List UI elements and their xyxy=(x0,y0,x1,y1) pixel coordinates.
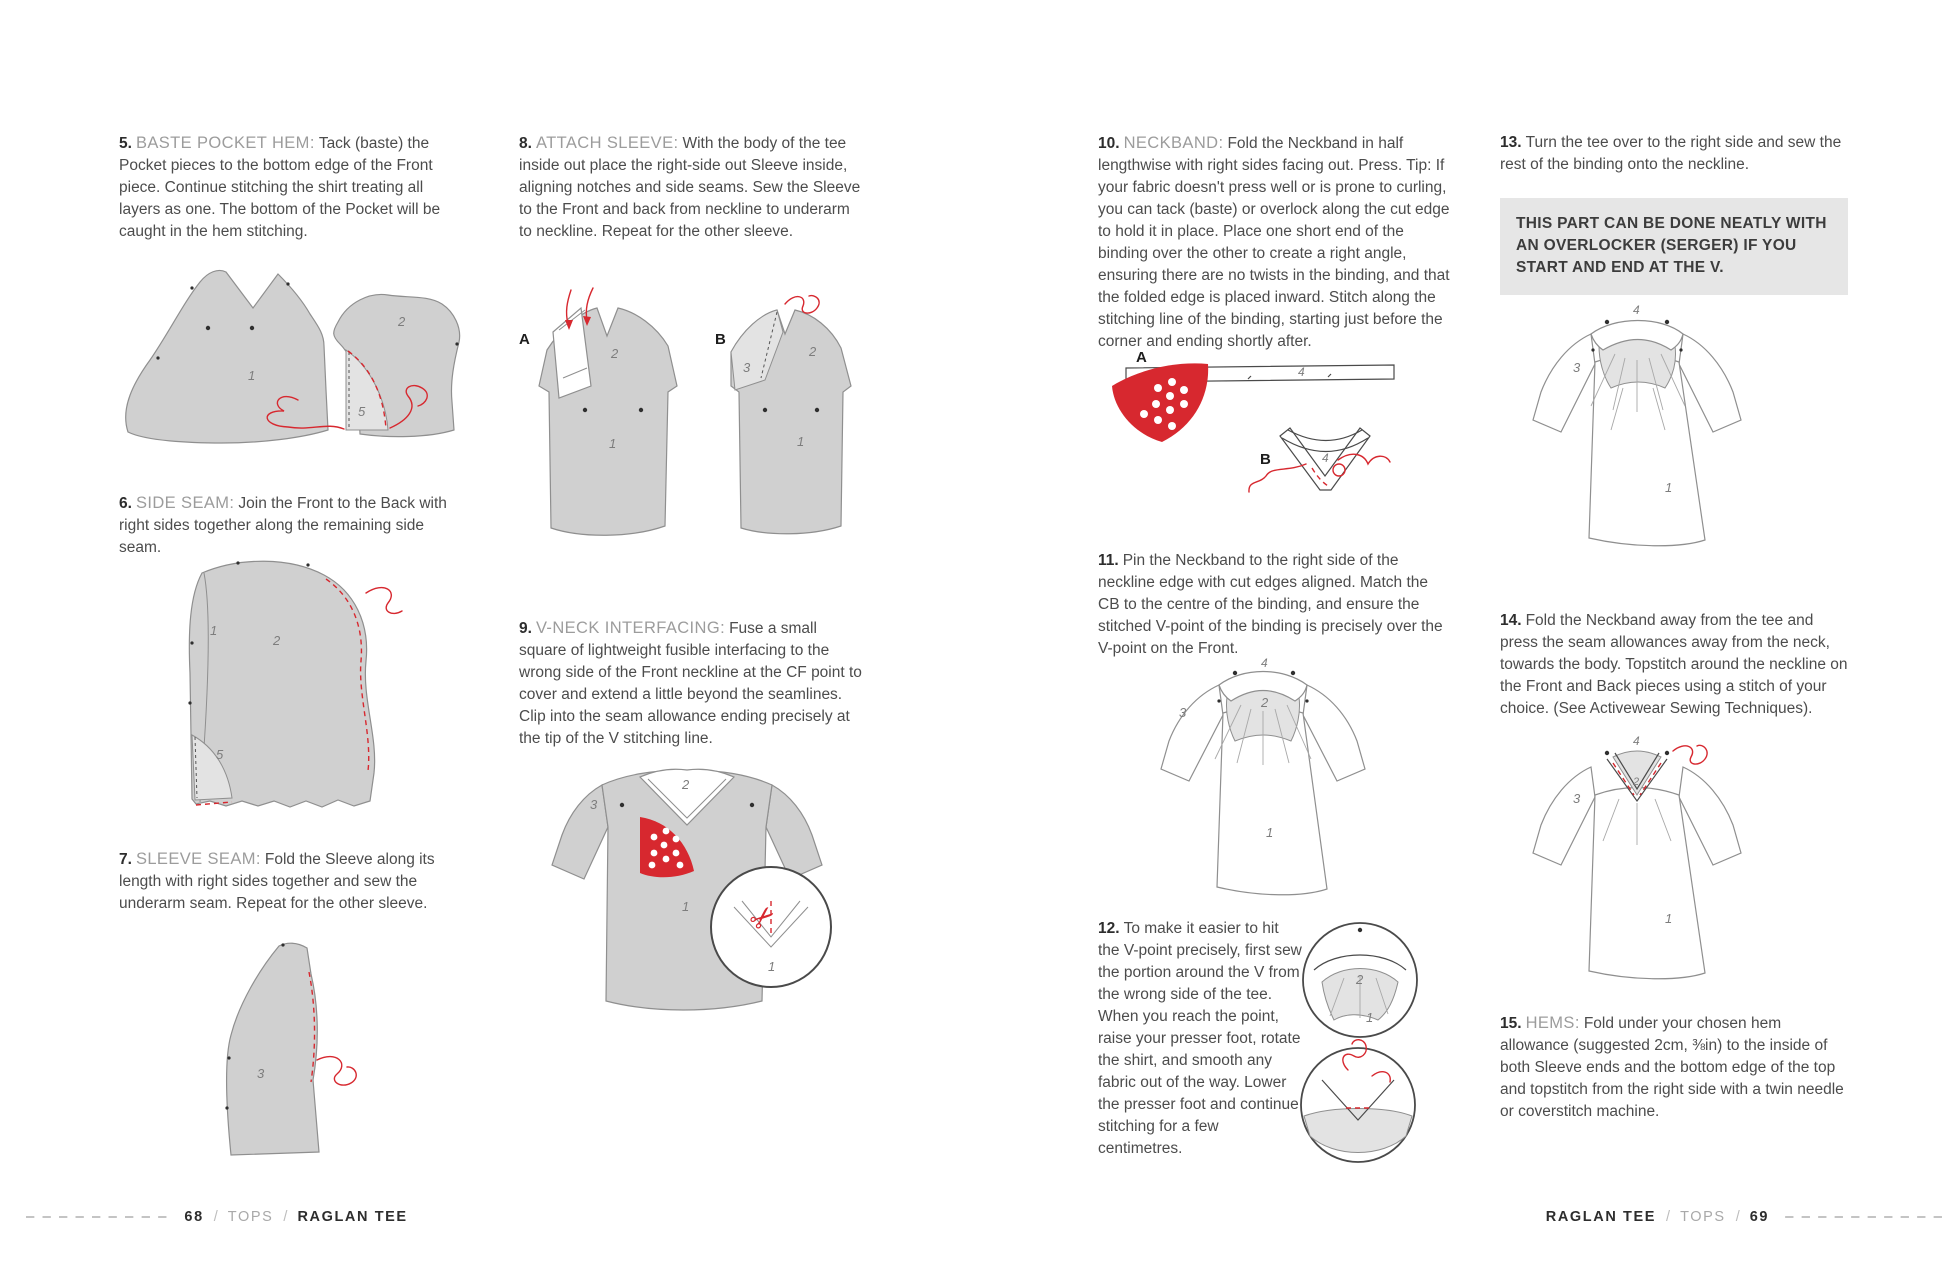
footer-separator: / xyxy=(1735,1209,1740,1225)
diagram-label-b: B xyxy=(715,331,726,348)
step-15-text xyxy=(1500,1012,1850,1123)
piece-label: 4 xyxy=(1261,656,1268,670)
step-title: NECKBAND: xyxy=(1123,134,1224,152)
piece-label: 1 xyxy=(210,623,218,638)
footer-section: TOPS xyxy=(1680,1209,1726,1225)
footer-left xyxy=(24,1208,410,1225)
step-10 xyxy=(1098,132,1450,353)
step-10-text xyxy=(1098,132,1450,353)
step-number: 6. xyxy=(119,495,132,512)
illustration-sleeve-seam xyxy=(219,938,379,1176)
illustration-pin-neckband xyxy=(1131,655,1394,907)
step-11 xyxy=(1098,550,1450,660)
illustration-side-seam xyxy=(140,553,410,821)
footer-right xyxy=(1544,1208,1946,1225)
step-title: HEMS: xyxy=(1525,1014,1580,1032)
page-number: 69 xyxy=(1749,1209,1770,1225)
footer-chapter: RAGLAN TEE xyxy=(297,1209,408,1225)
illustration-topstitch-neckline xyxy=(1515,733,1763,1001)
step-6-text xyxy=(119,492,465,559)
step-number: 10. xyxy=(1098,135,1120,152)
step-number: 14. xyxy=(1500,612,1522,629)
diagram-label-b: B xyxy=(1260,451,1271,468)
illustration-baste-pocket xyxy=(112,240,472,468)
step-number: 7. xyxy=(119,851,132,868)
step-body: Fold under your chosen hem allowance (suggested 2cm, ⅜in) to the inside of both Sleeve ends and the bottom edge of the top and topstitch from the right side with a twin needle or coverstitch machine. xyxy=(1500,1015,1844,1120)
step-number: 13. xyxy=(1500,134,1522,151)
step-body: To make it easier to hit the V-point precisely, first sew the portion around the V from the wrong side of the tee. When you reach the point, raise your presser foot, rotate the shirt, and smooth any fabric out of the way. Lower the presser foot and continue stitching for a few centimetres. xyxy=(1098,920,1302,1157)
piece-label: 3 xyxy=(1573,360,1581,375)
step-number: 9. xyxy=(519,620,532,637)
piece-label: 2 xyxy=(273,633,281,648)
illustration-sew-binding xyxy=(1515,300,1763,568)
piece-label: 3 xyxy=(1573,791,1581,806)
piece-label: 2 xyxy=(1261,695,1269,710)
step-number: 15. xyxy=(1500,1015,1522,1032)
step-number: 5. xyxy=(119,135,132,152)
step-11-text xyxy=(1098,550,1450,660)
step-13 xyxy=(1500,132,1848,176)
step-title: SIDE SEAM: xyxy=(135,494,235,512)
footer-separator: / xyxy=(1666,1209,1671,1225)
step-14 xyxy=(1500,610,1850,720)
step-number: 11. xyxy=(1098,552,1119,569)
step-body: Fold the Neckband in half lengthwise with right sides facing out. Press. Tip: If your fabric doesn't press well or is prone to curling, you can tack (baste) or overlock along the cut edge to hold it in place. Place one short end of the binding over the other to create a right angle, ensuring there are no twists in the binding, and that the folded edge is placed inward. Stitch along the stitching line of the binding, starting just before the corner and ending shortly after. xyxy=(1098,135,1450,350)
step-body: Pin the Neckband to the right side of the neckline edge with cut edges aligned. Match the CB to the centre of the binding, and ensure the stitched V-point of the binding is precisely over the V-point on the Front. xyxy=(1098,552,1443,657)
piece-label: 2 xyxy=(809,344,817,359)
step-8 xyxy=(519,132,867,243)
piece-label: 5 xyxy=(216,747,224,762)
piece-label: 2 xyxy=(611,346,619,361)
step-15 xyxy=(1500,1012,1850,1123)
footer-dashes: – – – – – – – – – – xyxy=(1785,1208,1944,1225)
step-number: 12. xyxy=(1098,920,1120,937)
footer-separator: / xyxy=(213,1209,218,1225)
step-5-text xyxy=(119,132,465,243)
step-12-text xyxy=(1098,918,1302,1160)
page-number: 68 xyxy=(184,1209,204,1225)
piece-label: 2 xyxy=(1356,972,1364,987)
piece-label-front: 1 xyxy=(248,368,256,383)
piece-label: 1 xyxy=(797,434,805,449)
piece-label: 4 xyxy=(1298,365,1305,379)
diagram-label-a: A xyxy=(1136,349,1147,366)
footer-section: TOPS xyxy=(227,1209,274,1225)
illustration-attach-sleeve xyxy=(519,268,864,560)
step-body: Tack (baste) the Pocket pieces to the bottom edge of the Front piece. Continue stitching the shirt treating all layers as one. The bottom of the Pocket will be caught in the hem stitching. xyxy=(119,135,441,240)
piece-label-pocket: 5 xyxy=(358,404,366,419)
illustration-vpoint-closeups xyxy=(1288,918,1436,1172)
step-body: Turn the tee over to the right side and sew the rest of the binding onto the neckline. xyxy=(1500,134,1842,173)
piece-label-back: 2 xyxy=(398,314,406,329)
footer-chapter: RAGLAN TEE xyxy=(1545,1209,1657,1225)
piece-label: 4 xyxy=(1322,451,1329,465)
piece-label: 4 xyxy=(1633,303,1640,317)
step-title: BASTE POCKET HEM: xyxy=(135,134,315,152)
piece-label: 1 xyxy=(1665,480,1673,495)
step-7-text xyxy=(119,848,465,915)
step-body: Fold the Neckband away from the tee and press the seam allowances away from the neck, towards the body. Topstitch around the neckline on the Front and Back pieces using a stitch of your choice. (See Activewear Sewing Techniques). xyxy=(1500,612,1848,717)
step-title: ATTACH SLEEVE: xyxy=(535,134,679,152)
step-title: SLEEVE SEAM: xyxy=(135,850,261,868)
footer-dashes: – – – – – – – – – xyxy=(26,1208,169,1225)
step-5 xyxy=(119,132,465,243)
step-13-text xyxy=(1500,132,1848,176)
piece-label: 1 xyxy=(1366,1010,1374,1025)
step-8-text xyxy=(519,132,867,243)
step-7 xyxy=(119,848,465,915)
piece-label: 3 xyxy=(257,1066,265,1081)
diagram-label-a: A xyxy=(519,331,530,348)
piece-label: 1 xyxy=(1665,911,1673,926)
footer-separator: / xyxy=(283,1209,288,1225)
step-body: Fold the Sleeve along its length with right sides together and sew the underarm seam. Repeat for the other sleeve. xyxy=(119,851,435,912)
step-body: With the body of the tee inside out place the right-side out Sleeve inside, aligning notches and side seams. Sew the Sleeve to the Front and back from neckline to underarm to neckline. Repeat for the other sleeve. xyxy=(519,135,861,240)
piece-label: 1 xyxy=(682,899,690,914)
step-number: 8. xyxy=(519,135,532,152)
step-9 xyxy=(519,617,867,750)
illustration-vneck-interfacing xyxy=(544,765,862,1017)
step-title: V-NECK INTERFACING: xyxy=(535,619,726,637)
piece-label: 4 xyxy=(1633,734,1640,748)
piece-label: 3 xyxy=(743,360,751,375)
piece-label: 2 xyxy=(682,777,690,792)
illustration-neckband xyxy=(1098,348,1443,540)
step-6 xyxy=(119,492,465,559)
piece-label: 1 xyxy=(768,959,776,974)
tip-callout-text: THIS PART CAN BE DONE NEATLY WITH AN OVERLOCKER (SERGER) IF YOU START AND END AT THE V. xyxy=(1516,215,1827,276)
piece-label: 2 xyxy=(1633,776,1640,788)
step-body: Join the Front to the Back with right sides together along the remaining side seam. xyxy=(119,495,447,556)
scissors-icon: ✂ xyxy=(742,897,784,940)
step-body: Fuse a small square of lightweight fusible interfacing to the wrong side of the Front neckline at the CF point to cover and extend a little beyond the seamlines. Clip into the seam allowance ending precisely at the tip of the V stitching line. xyxy=(519,620,862,747)
piece-label: 3 xyxy=(590,797,598,812)
piece-label: 3 xyxy=(1179,705,1187,720)
step-14-text xyxy=(1500,610,1850,720)
step-9-text xyxy=(519,617,867,750)
tip-callout xyxy=(1500,198,1848,295)
piece-label: 1 xyxy=(609,436,617,451)
step-12 xyxy=(1098,918,1302,1160)
piece-label: 1 xyxy=(1266,825,1274,840)
